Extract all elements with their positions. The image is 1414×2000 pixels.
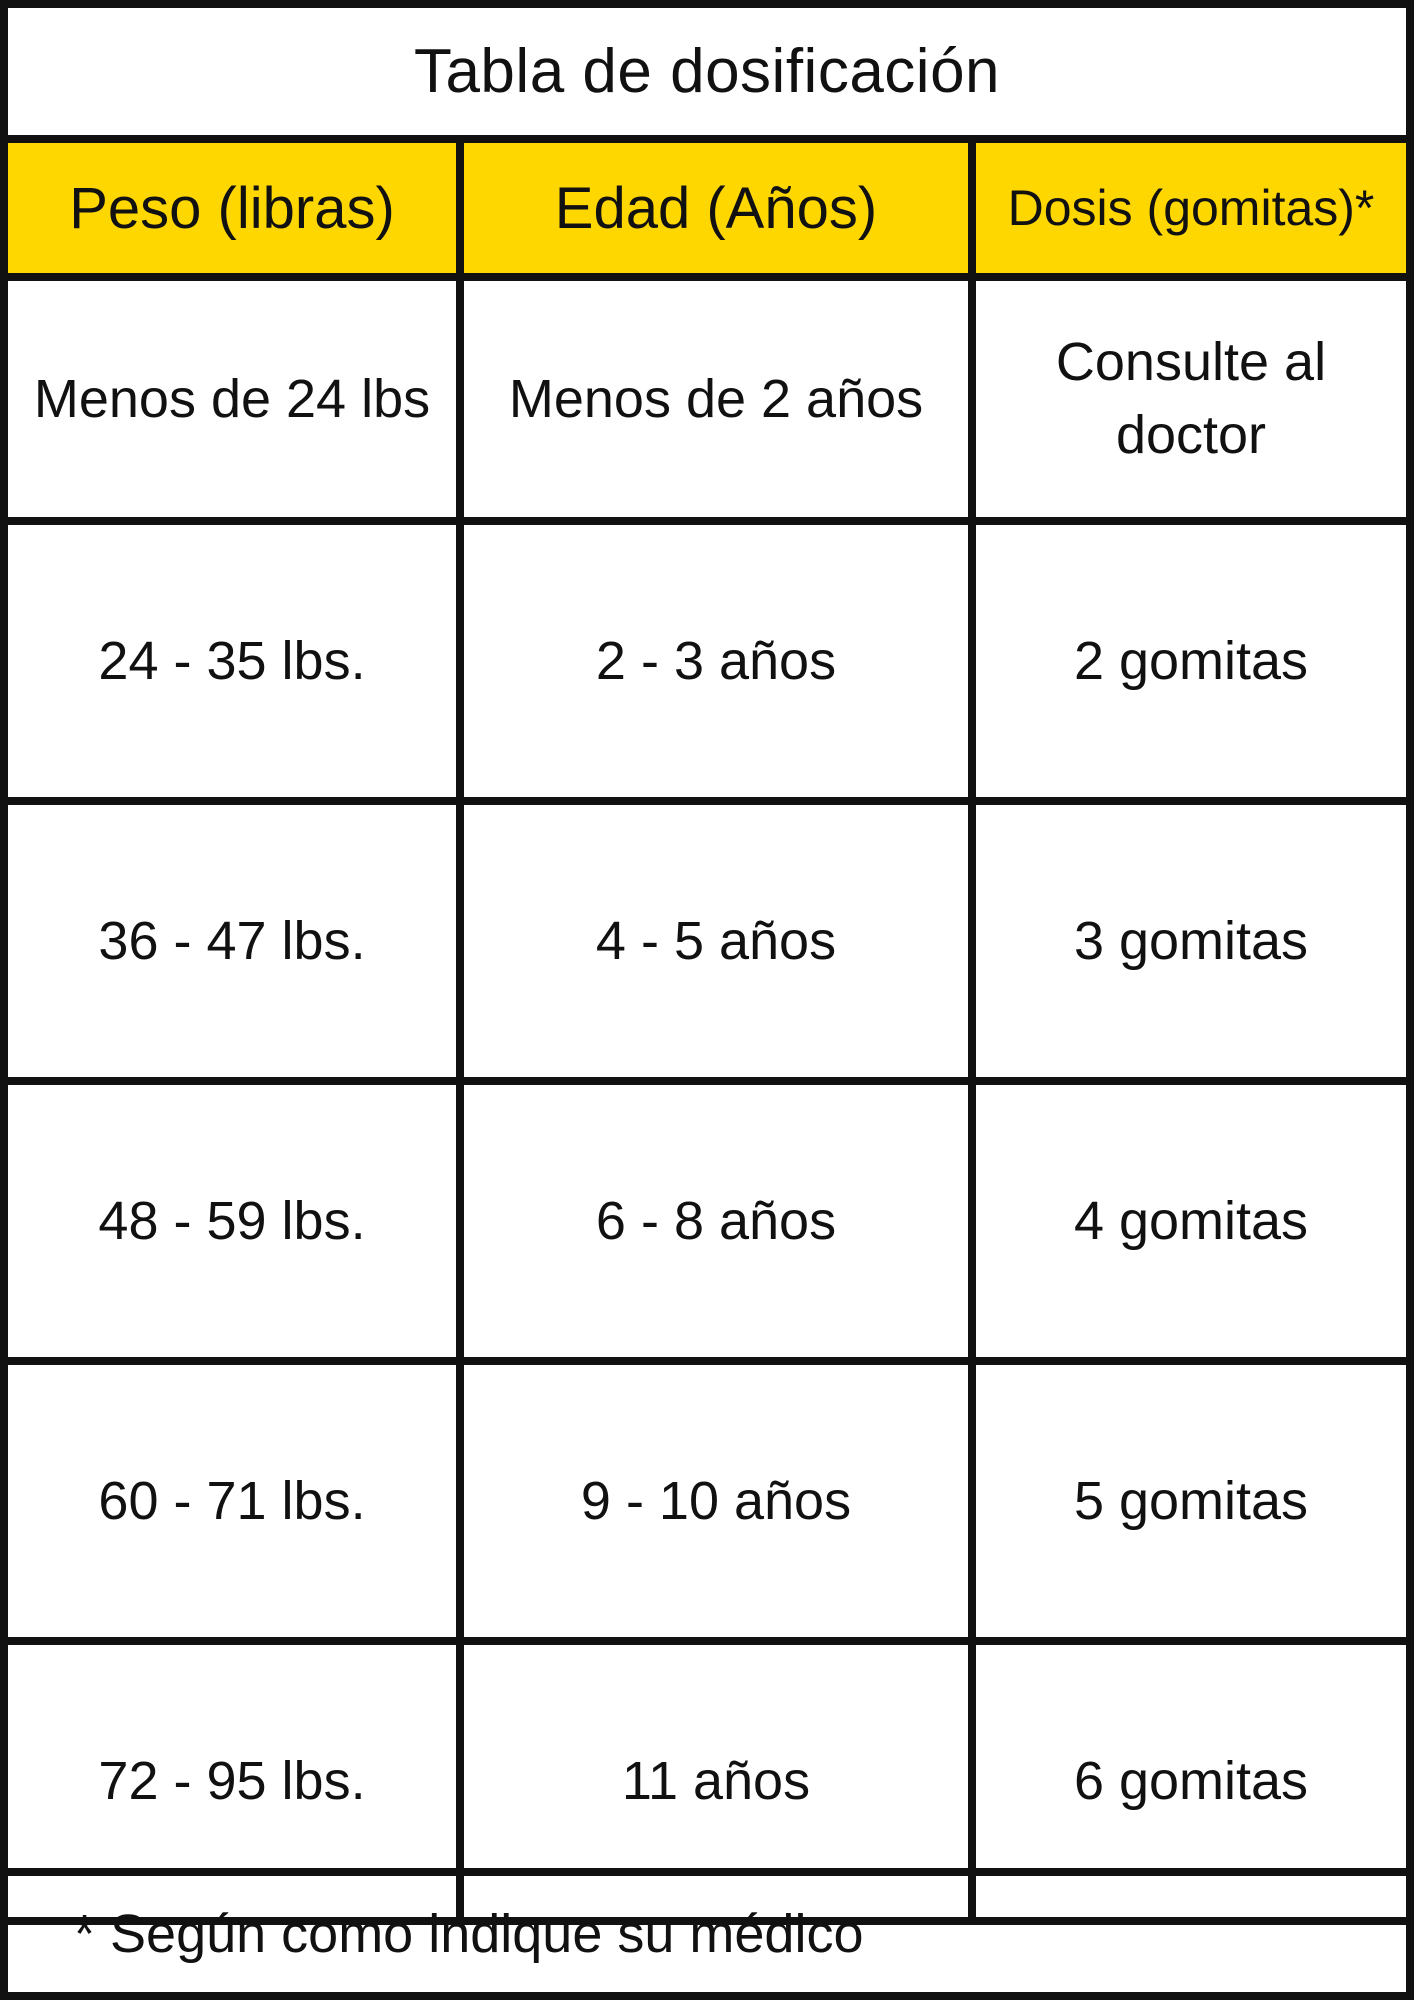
dose-cell: 6 gomitas — [972, 1641, 1406, 1921]
weight-cell: 60 - 71 lbs. — [8, 1361, 460, 1641]
header-row — [8, 139, 1406, 277]
dose-cell: 3 gomitas — [972, 801, 1406, 1081]
weight-cell: Menos de 24 lbs — [8, 277, 460, 521]
table-title: Tabla de dosificación — [413, 37, 1001, 106]
footnote: * Según como indique su médico — [8, 1868, 1406, 1992]
weight-cell: 36 - 47 lbs. — [8, 801, 460, 1081]
age-cell: 9 - 10 años — [460, 1361, 972, 1641]
weight-cell: 48 - 59 lbs. — [8, 1081, 460, 1361]
header-dose: Dosis (gomitas)* — [972, 139, 1406, 277]
dose-cell: 4 gomitas — [972, 1081, 1406, 1361]
age-cell: 2 - 3 años — [460, 521, 972, 801]
header-age: Edad (Años) — [460, 139, 972, 277]
dose-cell: 2 gomitas — [972, 521, 1406, 801]
age-cell: 11 años — [460, 1641, 972, 1921]
age-cell: 4 - 5 años — [460, 801, 972, 1081]
dose-cell: Consulte al doctor — [972, 277, 1406, 521]
table-row — [8, 1081, 1406, 1361]
table-row — [8, 521, 1406, 801]
table-row — [8, 277, 1406, 521]
age-cell: 6 - 8 años — [460, 1081, 972, 1361]
age-cell: Menos de 2 años — [460, 277, 972, 521]
dosage-table — [8, 135, 1406, 1925]
table-row — [8, 1361, 1406, 1641]
weight-cell: 24 - 35 lbs. — [8, 521, 460, 801]
header-weight: Peso (libras) — [8, 139, 460, 277]
weight-cell: 72 - 95 lbs. — [8, 1641, 460, 1921]
table-row — [8, 801, 1406, 1081]
dose-cell: 5 gomitas — [972, 1361, 1406, 1641]
